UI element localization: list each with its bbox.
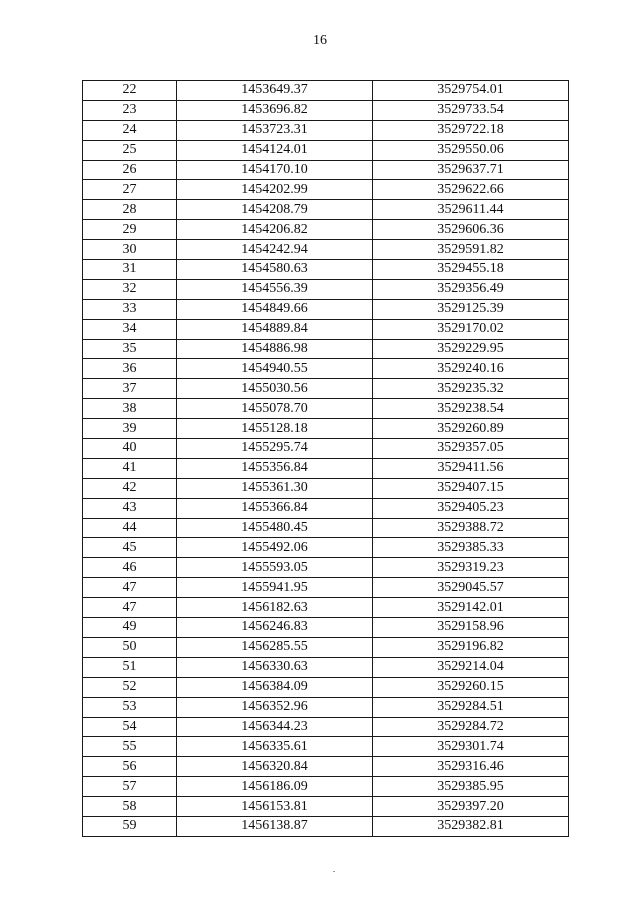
x-coordinate-cell: 1454886.98: [177, 339, 373, 359]
y-coordinate-cell: 3529611.44: [373, 200, 569, 220]
x-coordinate-cell: 1453723.31: [177, 120, 373, 140]
x-coordinate-cell: 1455366.84: [177, 498, 373, 518]
y-coordinate-cell: 3529637.71: [373, 160, 569, 180]
point-number-cell: 42: [83, 478, 177, 498]
table-row: [83, 240, 569, 260]
x-coordinate-cell: 1454124.01: [177, 140, 373, 160]
x-coordinate-cell: 1456285.55: [177, 637, 373, 657]
x-coordinate-cell: 1453696.82: [177, 100, 373, 120]
point-number-cell: 26: [83, 160, 177, 180]
table-row: [83, 717, 569, 737]
x-coordinate-cell: 1456153.81: [177, 797, 373, 817]
point-number-cell: 44: [83, 518, 177, 538]
point-number-cell: 38: [83, 399, 177, 419]
y-coordinate-cell: 3529235.32: [373, 379, 569, 399]
table-row: [83, 319, 569, 339]
point-number-cell: 33: [83, 299, 177, 319]
table-row: [83, 81, 569, 101]
y-coordinate-cell: 3529260.89: [373, 419, 569, 439]
point-number-cell: 57: [83, 777, 177, 797]
table-row: [83, 777, 569, 797]
x-coordinate-cell: 1456335.61: [177, 737, 373, 757]
table-row: [83, 279, 569, 299]
point-number-cell: 59: [83, 816, 177, 836]
x-coordinate-cell: 1455941.95: [177, 578, 373, 598]
x-coordinate-cell: 1454206.82: [177, 220, 373, 240]
y-coordinate-cell: 3529316.46: [373, 757, 569, 777]
x-coordinate-cell: 1454208.79: [177, 200, 373, 220]
point-number-cell: 47: [83, 598, 177, 618]
point-number-cell: 56: [83, 757, 177, 777]
point-number-cell: 35: [83, 339, 177, 359]
point-number-cell: 39: [83, 419, 177, 439]
table-row: [83, 478, 569, 498]
y-coordinate-cell: 3529754.01: [373, 81, 569, 101]
point-number-cell: 47: [83, 578, 177, 598]
point-number-cell: 53: [83, 697, 177, 717]
point-number-cell: 31: [83, 260, 177, 280]
x-coordinate-cell: 1455128.18: [177, 419, 373, 439]
y-coordinate-cell: 3529385.33: [373, 538, 569, 558]
point-number-cell: 27: [83, 180, 177, 200]
x-coordinate-cell: 1456182.63: [177, 598, 373, 618]
y-coordinate-cell: 3529357.05: [373, 439, 569, 459]
x-coordinate-cell: 1454170.10: [177, 160, 373, 180]
x-coordinate-cell: 1455356.84: [177, 458, 373, 478]
table-row: [83, 498, 569, 518]
table-row: [83, 439, 569, 459]
table-row: [83, 737, 569, 757]
table-row: [83, 180, 569, 200]
x-coordinate-cell: 1455361.30: [177, 478, 373, 498]
point-number-cell: 34: [83, 319, 177, 339]
y-coordinate-cell: 3529260.15: [373, 677, 569, 697]
x-coordinate-cell: 1454940.55: [177, 359, 373, 379]
coordinates-table-body: [83, 81, 569, 837]
y-coordinate-cell: 3529382.81: [373, 816, 569, 836]
y-coordinate-cell: 3529455.18: [373, 260, 569, 280]
x-coordinate-cell: 1454242.94: [177, 240, 373, 260]
table-row: [83, 379, 569, 399]
table-row: [83, 618, 569, 638]
point-number-cell: 52: [83, 677, 177, 697]
y-coordinate-cell: 3529158.96: [373, 618, 569, 638]
y-coordinate-cell: 3529405.23: [373, 498, 569, 518]
y-coordinate-cell: 3529214.04: [373, 657, 569, 677]
x-coordinate-cell: 1456186.09: [177, 777, 373, 797]
table-row: [83, 160, 569, 180]
y-coordinate-cell: 3529622.66: [373, 180, 569, 200]
point-number-cell: 32: [83, 279, 177, 299]
table-row: [83, 657, 569, 677]
x-coordinate-cell: 1456330.63: [177, 657, 373, 677]
x-coordinate-cell: 1454889.84: [177, 319, 373, 339]
y-coordinate-cell: 3529238.54: [373, 399, 569, 419]
x-coordinate-cell: 1454580.63: [177, 260, 373, 280]
table-row: [83, 140, 569, 160]
point-number-cell: 23: [83, 100, 177, 120]
y-coordinate-cell: 3529733.54: [373, 100, 569, 120]
x-coordinate-cell: 1455492.06: [177, 538, 373, 558]
point-number-cell: 58: [83, 797, 177, 817]
y-coordinate-cell: 3529142.01: [373, 598, 569, 618]
point-number-cell: 55: [83, 737, 177, 757]
point-number-cell: 49: [83, 618, 177, 638]
point-number-cell: 25: [83, 140, 177, 160]
x-coordinate-cell: 1455480.45: [177, 518, 373, 538]
table-row: [83, 458, 569, 478]
footer-speck: [333, 871, 335, 872]
y-coordinate-cell: 3529240.16: [373, 359, 569, 379]
table-row: [83, 538, 569, 558]
table-row: [83, 200, 569, 220]
table-row: [83, 637, 569, 657]
page-number: 16: [313, 33, 327, 48]
table-row: [83, 578, 569, 598]
x-coordinate-cell: 1455030.56: [177, 379, 373, 399]
table-row: [83, 260, 569, 280]
point-number-cell: 37: [83, 379, 177, 399]
y-coordinate-cell: 3529229.95: [373, 339, 569, 359]
x-coordinate-cell: 1453649.37: [177, 81, 373, 101]
point-number-cell: 29: [83, 220, 177, 240]
x-coordinate-cell: 1454849.66: [177, 299, 373, 319]
table-row: [83, 100, 569, 120]
x-coordinate-cell: 1455593.05: [177, 558, 373, 578]
point-number-cell: 46: [83, 558, 177, 578]
table-row: [83, 757, 569, 777]
x-coordinate-cell: 1454202.99: [177, 180, 373, 200]
point-number-cell: 36: [83, 359, 177, 379]
x-coordinate-cell: 1456320.84: [177, 757, 373, 777]
y-coordinate-cell: 3529397.20: [373, 797, 569, 817]
x-coordinate-cell: 1454556.39: [177, 279, 373, 299]
point-number-cell: 45: [83, 538, 177, 558]
coordinates-table: [82, 80, 569, 837]
point-number-cell: 41: [83, 458, 177, 478]
x-coordinate-cell: 1456352.96: [177, 697, 373, 717]
y-coordinate-cell: 3529356.49: [373, 279, 569, 299]
point-number-cell: 28: [83, 200, 177, 220]
point-number-cell: 50: [83, 637, 177, 657]
y-coordinate-cell: 3529284.72: [373, 717, 569, 737]
point-number-cell: 54: [83, 717, 177, 737]
point-number-cell: 30: [83, 240, 177, 260]
y-coordinate-cell: 3529170.02: [373, 319, 569, 339]
y-coordinate-cell: 3529196.82: [373, 637, 569, 657]
y-coordinate-cell: 3529125.39: [373, 299, 569, 319]
y-coordinate-cell: 3529319.23: [373, 558, 569, 578]
table-row: [83, 697, 569, 717]
y-coordinate-cell: 3529388.72: [373, 518, 569, 538]
y-coordinate-cell: 3529385.95: [373, 777, 569, 797]
x-coordinate-cell: 1455078.70: [177, 399, 373, 419]
y-coordinate-cell: 3529045.57: [373, 578, 569, 598]
table-row: [83, 677, 569, 697]
y-coordinate-cell: 3529591.82: [373, 240, 569, 260]
point-number-cell: 40: [83, 439, 177, 459]
table-row: [83, 816, 569, 836]
table-row: [83, 339, 569, 359]
y-coordinate-cell: 3529284.51: [373, 697, 569, 717]
x-coordinate-cell: 1456344.23: [177, 717, 373, 737]
table-row: [83, 220, 569, 240]
table-row: [83, 558, 569, 578]
y-coordinate-cell: 3529722.18: [373, 120, 569, 140]
table-row: [83, 120, 569, 140]
x-coordinate-cell: 1455295.74: [177, 439, 373, 459]
y-coordinate-cell: 3529301.74: [373, 737, 569, 757]
table-row: [83, 797, 569, 817]
table-row: [83, 419, 569, 439]
y-coordinate-cell: 3529606.36: [373, 220, 569, 240]
table-row: [83, 299, 569, 319]
table-row: [83, 359, 569, 379]
table-row: [83, 518, 569, 538]
point-number-cell: 22: [83, 81, 177, 101]
table-row: [83, 598, 569, 618]
x-coordinate-cell: 1456246.83: [177, 618, 373, 638]
y-coordinate-cell: 3529407.15: [373, 478, 569, 498]
table-row: [83, 399, 569, 419]
x-coordinate-cell: 1456384.09: [177, 677, 373, 697]
x-coordinate-cell: 1456138.87: [177, 816, 373, 836]
point-number-cell: 24: [83, 120, 177, 140]
y-coordinate-cell: 3529550.06: [373, 140, 569, 160]
point-number-cell: 51: [83, 657, 177, 677]
point-number-cell: 43: [83, 498, 177, 518]
y-coordinate-cell: 3529411.56: [373, 458, 569, 478]
